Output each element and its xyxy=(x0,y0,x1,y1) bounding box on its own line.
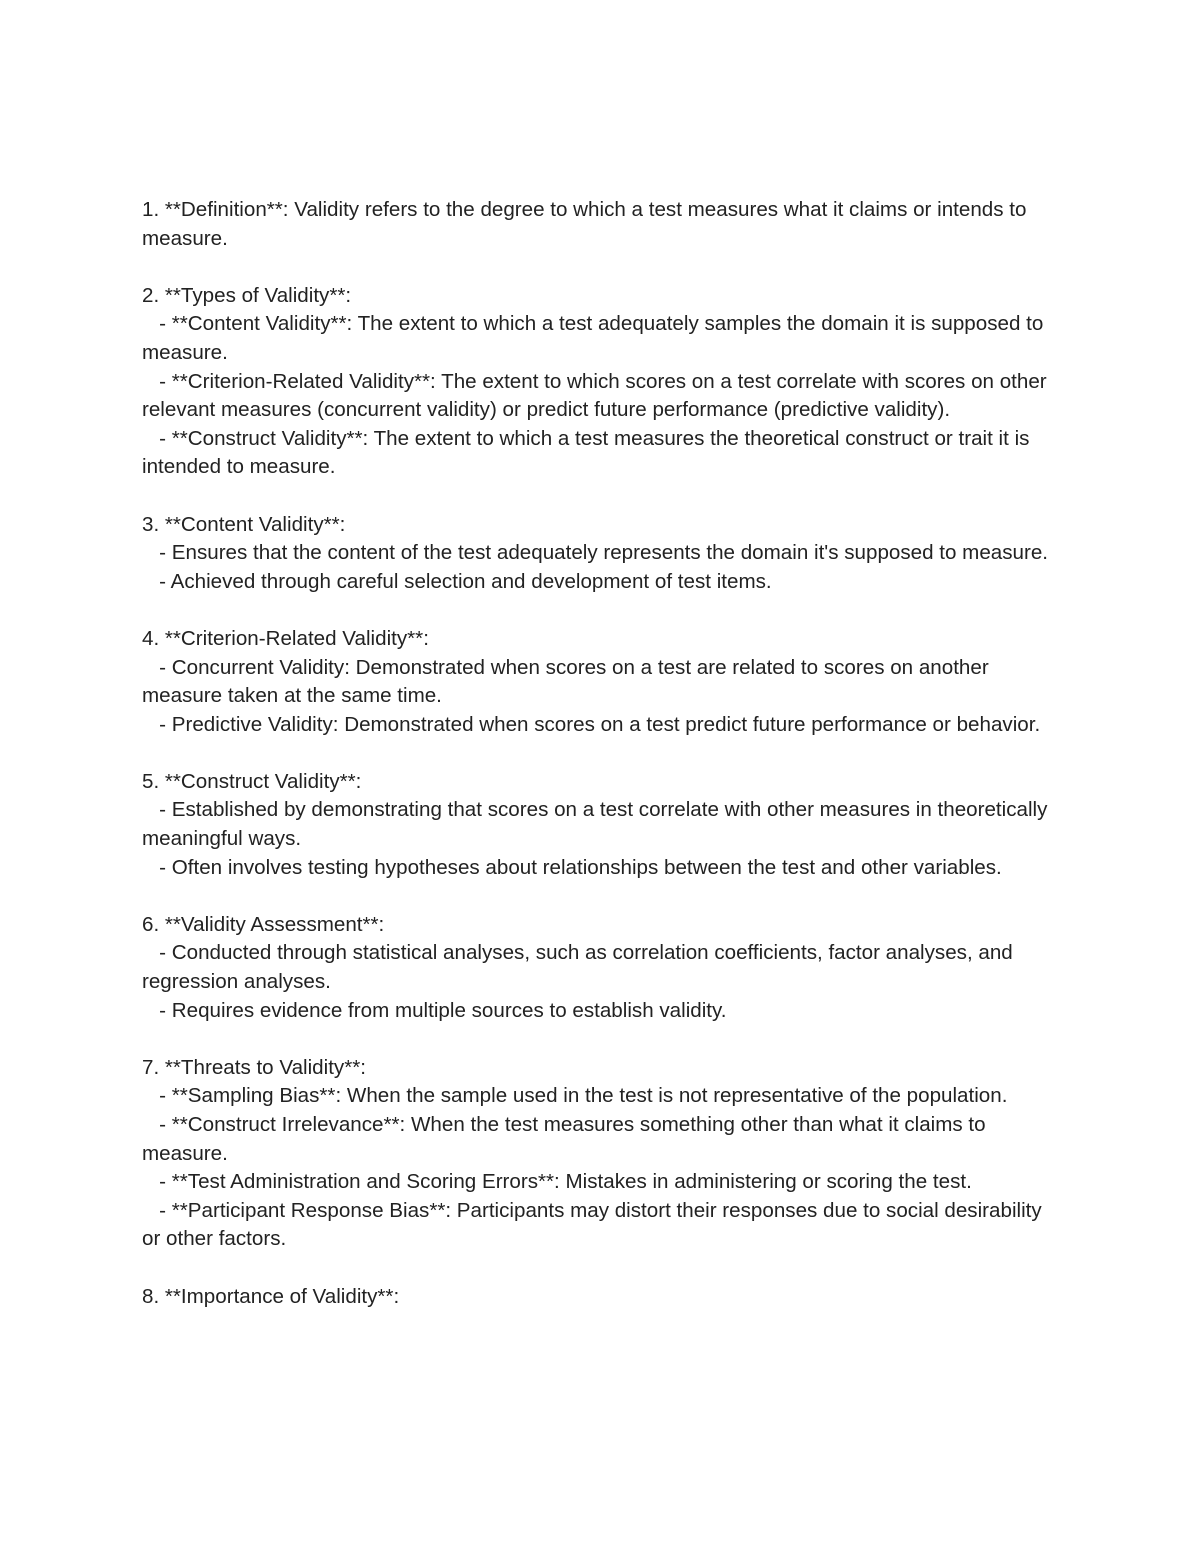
section-definition xyxy=(142,196,1062,253)
list-item: - Ensures that the content of the test adequately represents the domain it's supposed to measure. xyxy=(142,541,1049,565)
list-item: - Predictive Validity: Demonstrated when scores on a test predict future performance or behavior. xyxy=(142,712,1041,736)
list-item: - **Test Administration and Scoring Errors**: Mistakes in administering or scoring the test. xyxy=(142,1170,972,1194)
section-validity-assessment xyxy=(142,911,1062,1025)
section-heading: 6. **Validity Assessment**: xyxy=(142,912,385,936)
section-content-validity xyxy=(142,511,1062,597)
list-item: - **Participant Response Bias**: Participants may distort their responses due to social desirability or other factors. xyxy=(142,1198,1048,1251)
section-heading: 4. **Criterion-Related Validity**: xyxy=(142,626,429,650)
section-heading: 5. **Construct Validity**: xyxy=(142,769,362,793)
list-item: - Achieved through careful selection and development of test items. xyxy=(142,569,772,593)
list-item: - Conducted through statistical analyses, such as correlation coefficients, factor analyses, and regression analyses. xyxy=(142,941,1019,994)
section-construct-validity xyxy=(142,768,1062,882)
list-item: - Often involves testing hypotheses about relationships between the test and other variables. xyxy=(142,855,1002,879)
section-heading: 7. **Threats to Validity**: xyxy=(142,1055,366,1079)
list-item: - **Content Validity**: The extent to which a test adequately samples the domain it is supposed to measure. xyxy=(142,312,1050,364)
list-item: - **Construct Validity**: The extent to which a test measures the theoretical construct or trait it is intended to measure. xyxy=(142,426,1036,479)
section-criterion-related-validity xyxy=(142,625,1062,739)
section-types-of-validity xyxy=(142,282,1062,482)
section-heading: 3. **Content Validity**: xyxy=(142,512,346,536)
section-heading: 8. **Importance of Validity**: xyxy=(142,1284,400,1308)
section-heading: 2. **Types of Validity**: xyxy=(142,283,352,307)
list-item: - **Construct Irrelevance**: When the test measures something other than what it claims to measure. xyxy=(142,1113,992,1165)
list-item: - Concurrent Validity: Demonstrated when scores on a test are related to scores on another measure taken at the same time. xyxy=(142,655,995,708)
paragraph-line: 1. **Definition**: Validity refers to the degree to which a test measures what it claims or intends to measure. xyxy=(142,198,1033,250)
list-item: - Established by demonstrating that scores on a test correlate with other measures in theoretically meaningful ways. xyxy=(142,798,1054,851)
section-importance-of-validity xyxy=(142,1283,1062,1312)
list-item: - **Criterion-Related Validity**: The extent to which scores on a test correlate with scores on other relevant measures (concurrent validity) or predict future performance (predictive validity). xyxy=(142,369,1053,422)
list-item: - Requires evidence from multiple sources to establish validity. xyxy=(142,998,727,1022)
list-item: - **Sampling Bias**: When the sample used in the test is not representative of the population. xyxy=(142,1084,1008,1108)
section-threats-to-validity xyxy=(142,1054,1062,1254)
document-body xyxy=(142,196,1062,1340)
